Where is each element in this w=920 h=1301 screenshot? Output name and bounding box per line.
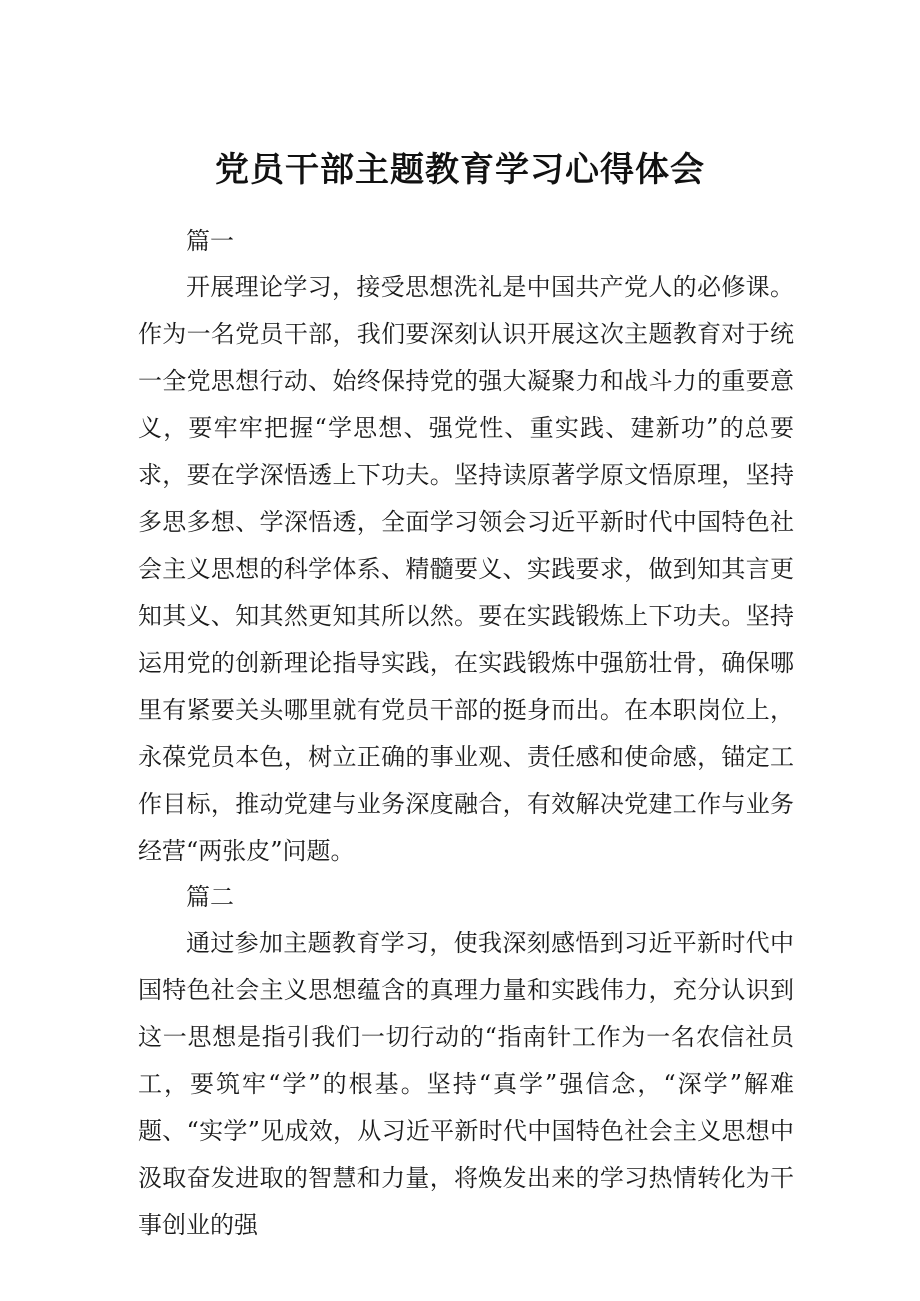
section-paragraph-2: 通过参加主题教育学习，使我深刻感悟到习近平新时代中国特色社会主义思想蕴含的真理力量和实践伟力，充分认识到这一思想是指引我们一切行动的“指南针工作为一名农信社员工，要筑牢“学”的根基。坚持“真学”强信念，“深学”解难题、“实学”见成效，从习近平新时代中国特色社会主义思想中汲取奋发进取的智慧和力量，将焕发出来的学习热情转化为干事创业的强	[138, 929, 794, 1239]
section-label-2: 篇二	[186, 883, 234, 911]
section-paragraph-1: 开展理论学习，接受思想洗礼是中国共产党人的必修课。作为一名党员干部，我们要深刻认识开展这次主题教育对于统一全党思想行动、始终保持党的强大凝聚力和战斗力的重要意义，要牢牢把握“学思想、强党性、重实践、建新功”的总要求，要在学深悟透上下功夫。坚持读原著学原文悟原理，坚持多思多想、学深悟透，全面学习领会习近平新时代中国特色社会主义思想的科学体系、精髓要义、实践要求，做到知其言更知其义、知其然更知其所以然。要在实践锻炼上下功夫。坚持运用党的创新理论指导实践，在实践锻炼中强筋壮骨，确保哪里有紧要关头哪里就有党员干部的挺身而出。在本职岗位上，永葆党员本色，树立正确的事业观、责任感和使命感，锚定工作目标，推动党建与业务深度融合，有效解决党建工作与业务经营“两张皮”问题。	[138, 273, 794, 865]
section-label-1: 篇一	[186, 227, 234, 255]
document-body	[138, 219, 794, 1249]
document-title: 党员干部主题教育学习心得体会	[215, 150, 705, 190]
